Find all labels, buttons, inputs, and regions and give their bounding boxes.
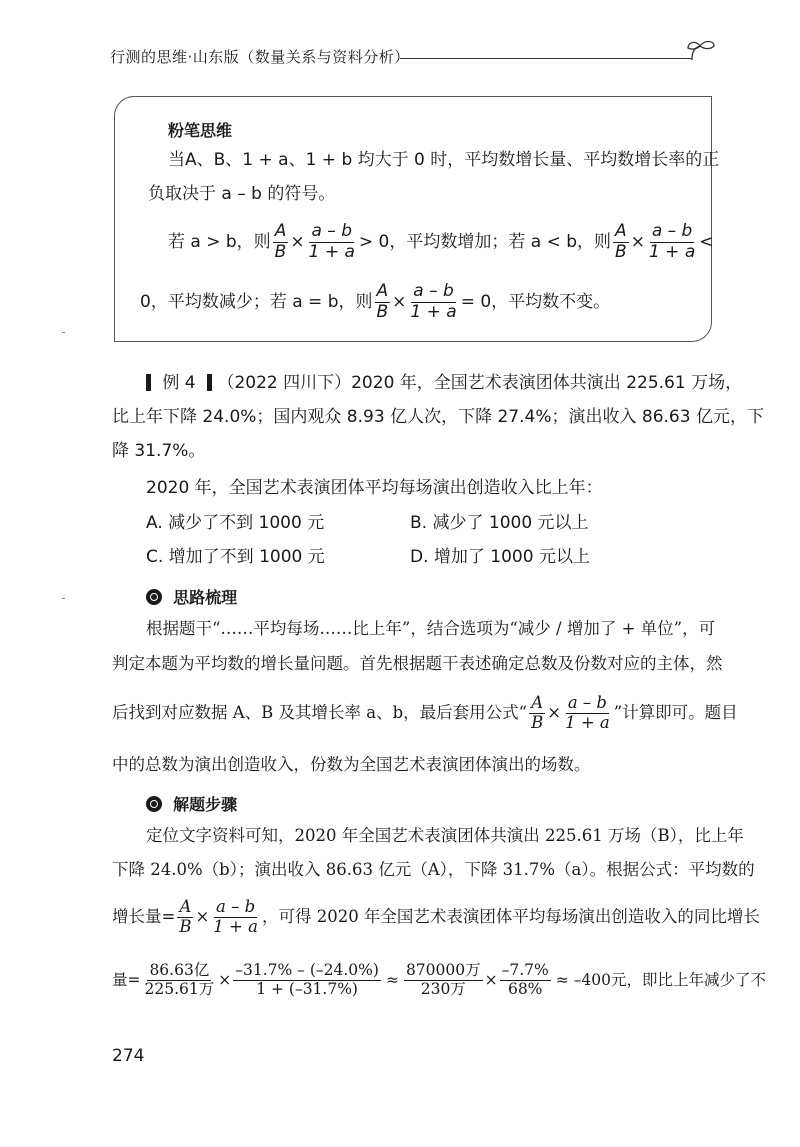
times-sign: ×: [630, 231, 645, 252]
fraction-numerator: A: [531, 693, 544, 712]
fraction-numerator: –7.7%: [501, 961, 549, 979]
solution-line-3: [112, 898, 760, 937]
solution-line-4: [112, 962, 766, 999]
lightbulb-icon: [146, 589, 162, 605]
example-text: （2022 四川下）2020 年，全国艺术表演团体共演出 225.61 万场，: [217, 373, 743, 393]
solution-text: ，可得 2020 年全国艺术表演团体平均每场演出创造收入的同比增长: [261, 907, 760, 927]
solution-text: 增长量=: [112, 907, 176, 927]
option-c: C. 增加了不到 1000 元: [146, 547, 325, 567]
fraction-rate-difference: [233, 962, 381, 999]
analysis-line-2: 判定本题为平均数的增长量问题。首先根据题干表述确定总数及份数对应的主体，然: [112, 654, 723, 673]
tip-text: > 0，平均数增加；若 a < b，则: [358, 231, 612, 252]
page-number: 274: [112, 1046, 145, 1066]
times-sign: ×: [392, 291, 407, 312]
fraction-numerator: a – b: [413, 281, 454, 301]
tip-line-2: 负取决于 a – b 的符号。: [148, 184, 336, 204]
times-sign: ×: [218, 970, 232, 989]
fraction-numerator: A: [274, 221, 287, 241]
fraction-numerator: a – b: [651, 221, 693, 241]
fraction-denominator: 1 + a: [565, 712, 610, 732]
option-a: A. 减少了不到 1000 元: [146, 513, 325, 533]
example-question: 2020 年，全国艺术表演团体平均每场演出创造收入比上年：: [146, 478, 603, 498]
analysis-line-4: 中的总数为演出创造收入，份数为全国艺术表演团体演出的场数。: [112, 755, 591, 774]
tip-text: <: [699, 231, 714, 252]
tip-line-3: [168, 222, 714, 262]
solution-text: ≈ –400元，即比上年减少了不: [555, 970, 766, 989]
fraction-denominator: 1 + a: [648, 241, 696, 262]
example-marker-right: [207, 374, 212, 391]
fraction-a-over-b: [374, 282, 390, 322]
solution-heading: [146, 792, 237, 815]
analysis-line-3: [112, 694, 738, 733]
fraction-denominator: B: [531, 712, 544, 732]
fraction-denominator: 68%: [507, 979, 543, 998]
fraction-denominator: 1 + a: [410, 301, 457, 322]
fraction-a-over-b: [529, 694, 545, 733]
fraction-a-over-b: [613, 222, 629, 262]
analysis-title: 思路梳理: [173, 588, 238, 607]
example-marker-left: [146, 374, 151, 391]
fraction-denominator: 1 + a: [213, 916, 258, 936]
example-label: 例 4: [162, 373, 196, 393]
fraction-denominator: 230万: [420, 979, 466, 998]
fraction-denominator: B: [274, 241, 287, 262]
example-line-2: 比上年下降 24.0%；国内观众 8.93 亿人次，下降 27.4%；演出收入 86.63 亿元，下: [112, 407, 764, 427]
fraction-numerator: A: [376, 281, 389, 301]
fraction-revenue-over-shows: [143, 962, 217, 999]
tip-text: = 0，平均数不变。: [460, 291, 611, 312]
tip-line-4: [140, 282, 610, 322]
fraction-numerator: 870000万: [405, 961, 481, 979]
fraction-a-over-b: [273, 222, 289, 262]
analysis-line-1: 根据题干“……平均每场……比上年”，结合选项为“减少 / 增加了 + 单位”，可: [146, 619, 716, 638]
fraction-growth: [563, 694, 612, 733]
header-rule: [400, 58, 692, 59]
analysis-text: 后找到对应数据 A、B 及其增长率 a、b，最后套用公式“: [112, 703, 528, 723]
analysis-heading: [146, 585, 237, 608]
sprout-icon: [684, 38, 724, 64]
fraction-denominator: B: [376, 301, 389, 322]
fraction-numerator: A: [179, 897, 192, 916]
fraction-denominator: 1 + a: [308, 241, 355, 262]
fraction-growth: [408, 282, 458, 322]
fraction-growth: [307, 222, 357, 262]
solution-title: 解题步骤: [173, 795, 238, 814]
fraction-numerator: –31.7% – (–24.0%): [235, 961, 379, 979]
fraction-numerator: a – b: [311, 221, 352, 241]
example-line-1: [146, 374, 742, 392]
fraction-growth: [647, 222, 697, 262]
fraction-numerator: a – b: [567, 693, 607, 712]
example-line-3: 降 31.7%。: [112, 441, 206, 461]
scan-mark: [62, 598, 65, 599]
fraction-approx-ratio: [404, 962, 483, 999]
option-d: D. 增加了 1000 元以上: [410, 547, 590, 567]
fraction-growth: [211, 898, 260, 937]
approx-sign: ≈: [385, 970, 399, 989]
fraction-denominator: 1 + (–31.7%): [256, 979, 358, 998]
scan-mark: [62, 332, 65, 333]
solution-text: 量=: [112, 970, 141, 989]
fraction-approx-rate: [500, 962, 551, 999]
fraction-denominator: B: [179, 916, 192, 936]
option-b: B. 减少了 1000 元以上: [410, 513, 589, 533]
running-header: 行测的思维·山东版（数量关系与资料分析）: [110, 48, 410, 66]
times-sign: ×: [195, 907, 210, 927]
times-sign: ×: [290, 231, 305, 252]
fraction-numerator: A: [615, 221, 627, 241]
fraction-numerator: a – b: [216, 897, 256, 916]
times-sign: ×: [547, 703, 562, 723]
fraction-a-over-b: [177, 898, 193, 937]
solution-line-1: 定位文字资料可知，2020 年全国艺术表演团体共演出 225.61 万场（B），比上年: [146, 826, 744, 845]
fraction-denominator: B: [615, 241, 627, 262]
fraction-numerator: 86.63亿: [149, 961, 210, 979]
analysis-text: ”计算即可。题目: [613, 703, 738, 723]
fraction-denominator: 225.61万: [144, 979, 215, 998]
tip-text: 0，平均数减少；若 a = b，则: [140, 291, 373, 312]
times-sign: ×: [484, 970, 498, 989]
solution-line-2: 下降 24.0%（b）；演出收入 86.63 亿元（A），下降 31.7%（a）。根据公式：平均数的: [112, 860, 755, 879]
pen-icon: [146, 796, 162, 812]
tip-box-title: 粉笔思维: [168, 121, 233, 140]
tip-text: 若 a > b，则: [168, 231, 271, 252]
tip-line-1: 当A、B、1 + a、1 + b 均大于 0 时，平均数增长量、平均数增长率的正: [168, 150, 720, 170]
